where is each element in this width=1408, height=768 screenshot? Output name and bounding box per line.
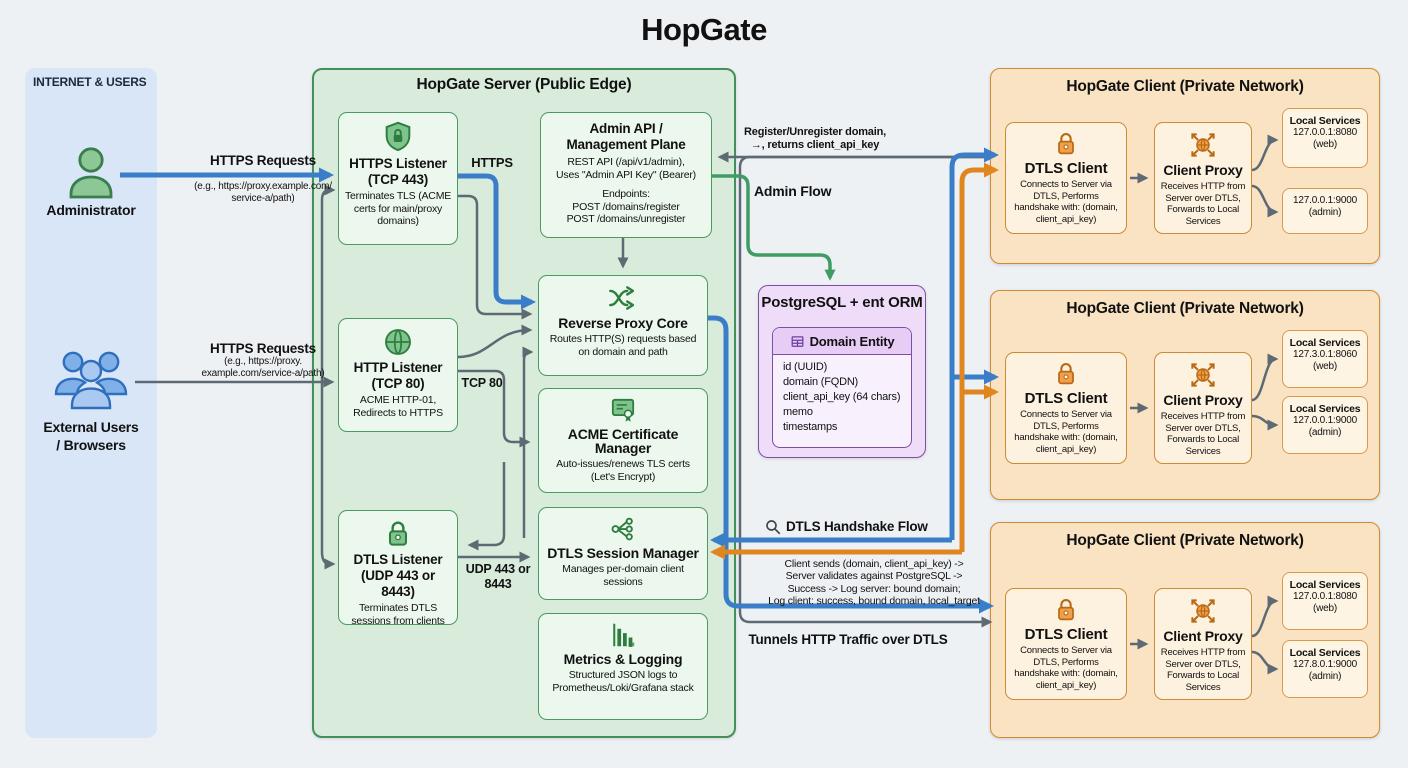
client1-local-service-web: Local Services 127.0.0.1:8080 (web) bbox=[1282, 108, 1368, 168]
client3-proxy-box: Client Proxy Receives HTTP from Server over DTLS, Forwards to Local Services bbox=[1154, 588, 1252, 700]
administrator-person-icon bbox=[64, 144, 118, 202]
shuffle-icon bbox=[606, 283, 640, 313]
client1-title: HopGate Client (Private Network) bbox=[1066, 78, 1304, 95]
client3-title: HopGate Client (Private Network) bbox=[1066, 532, 1304, 549]
tunnels-label: Tunnels HTTP Traffic over DTLS bbox=[748, 632, 948, 647]
globe-arrows-icon bbox=[1187, 596, 1219, 626]
admin-flow-label: Admin Flow bbox=[754, 183, 832, 199]
dtls-listener-box: DTLS Listener (UDP 443 or 8443) Terminates DTLS sessions from clients bbox=[338, 510, 458, 625]
globe-arrows-icon bbox=[1187, 130, 1219, 160]
administrator-label: Administrator bbox=[46, 202, 136, 218]
admin-https-requests-sub: (e.g., https://proxy.example.com/ service-a/path) bbox=[194, 181, 332, 204]
diagram-title: HopGate bbox=[641, 12, 767, 47]
metrics-logging-box: Metrics & Logging Structured JSON logs to Prometheus/Loki/Grafana stack bbox=[538, 613, 708, 720]
table-icon bbox=[790, 334, 805, 349]
admin-https-requests-label: HTTPS Requests bbox=[210, 153, 316, 168]
user-https-requests-label: HTTPS Requests bbox=[210, 341, 316, 356]
domain-entity-box bbox=[772, 327, 912, 448]
shield-lock-icon bbox=[381, 120, 415, 154]
magnifier-icon bbox=[764, 518, 782, 536]
admin-api-box: Admin API / Management Plane REST API (/api/v1/admin), Uses "Admin API Key" (Bearer) Endpoints: POST /domains/register POST /domains/unregister bbox=[540, 112, 712, 238]
client1-proxy-box: Client Proxy Receives HTTP from Server over DTLS, Forwards to Local Services bbox=[1154, 122, 1252, 234]
external-users-label: External Users / Browsers bbox=[43, 419, 139, 453]
domain-entity-fields: id (UUID) domain (FQDN) client_api_key (64 chars) memo timestamps bbox=[783, 361, 901, 433]
client2-dtls-client-box: DTLS Client Connects to Server via DTLS, Performs handshake with: (domain, client_api_key) bbox=[1005, 352, 1127, 464]
client2-local-service-admin: Local Services 127.0.0.1:9000 (admin) bbox=[1282, 396, 1368, 454]
reverse-proxy-core-box: Reverse Proxy Core Routes HTTP(S) requests based on domain and path bbox=[538, 275, 708, 376]
globe-icon bbox=[382, 326, 414, 358]
https-listener-box: HTTPS Listener (TCP 443) Terminates TLS (ACME certs for main/proxy domains) bbox=[338, 112, 458, 245]
client3-local-service-admin: Local Services 127.8.0.1:9000 (admin) bbox=[1282, 640, 1368, 698]
https-flow-label: HTTPS bbox=[471, 155, 513, 170]
acme-certificate-manager-box: ACME Certificate Manager Auto-issues/renews TLS certs (Let's Encrypt) bbox=[538, 388, 708, 493]
server-panel-title: HopGate Server (Public Edge) bbox=[416, 76, 632, 93]
handshake-detail-text: Client sends (domain, client_api_key) -> Server validates against PostgreSQL -> Success -> Log server: bound domain; Log client: success, bound domain, local_target bbox=[768, 558, 980, 607]
postgresql-title: PostgreSQL + ent ORM bbox=[761, 294, 923, 311]
dtls-handshake-flow-label: DTLS Handshake Flow bbox=[786, 519, 928, 534]
tcp80-flow-label: TCP 80 bbox=[461, 376, 503, 390]
client2-local-service-web: Local Services 127.3.0.1:8060 (web) bbox=[1282, 330, 1368, 388]
client3-local-service-web: Local Services 127.0.0.1:8080 (web) bbox=[1282, 572, 1368, 630]
client1-dtls-client-box: DTLS Client Connects to Server via DTLS, Performs handshake with: (domain, client_api_key) bbox=[1005, 122, 1127, 234]
http-listener-box: HTTP Listener (TCP 80) ACME HTTP-01, Redirects to HTTPS bbox=[338, 318, 458, 432]
hub-share-icon bbox=[608, 515, 638, 543]
client2-title: HopGate Client (Private Network) bbox=[1066, 300, 1304, 317]
padlock-icon bbox=[382, 518, 414, 550]
admin-api-endpoints: Endpoints: POST /domains/register POST /domains/unregister bbox=[566, 188, 686, 225]
padlock-icon bbox=[1052, 596, 1080, 624]
certificate-icon bbox=[607, 396, 639, 424]
globe-arrows-icon bbox=[1187, 360, 1219, 390]
padlock-icon bbox=[1052, 130, 1080, 158]
external-users-group-icon bbox=[52, 346, 130, 410]
user-https-requests-sub: (e.g., https://proxy. example.com/service-a/path) bbox=[201, 356, 325, 379]
udp-flow-label: UDP 443 or 8443 bbox=[465, 562, 531, 591]
admin-api-desc: REST API (/api/v1/admin), Uses "Admin API Key" (Bearer) bbox=[556, 156, 696, 181]
register-domain-label: Register/Unregister domain, →, returns client_api_key bbox=[744, 126, 886, 151]
bar-chart-icon bbox=[608, 621, 638, 649]
padlock-icon bbox=[1052, 360, 1080, 388]
domain-entity-header: Domain Entity bbox=[773, 328, 911, 355]
client3-dtls-client-box: DTLS Client Connects to Server via DTLS, Performs handshake with: (domain, client_api_key) bbox=[1005, 588, 1127, 700]
internet-panel-title: INTERNET & USERS bbox=[33, 75, 147, 89]
client2-proxy-box: Client Proxy Receives HTTP from Server over DTLS, Forwards to Local Services bbox=[1154, 352, 1252, 464]
dtls-session-manager-box: DTLS Session Manager Manages per-domain client sessions bbox=[538, 507, 708, 600]
client1-local-service-admin: 127.0.0.1:9000 (admin) bbox=[1282, 188, 1368, 234]
